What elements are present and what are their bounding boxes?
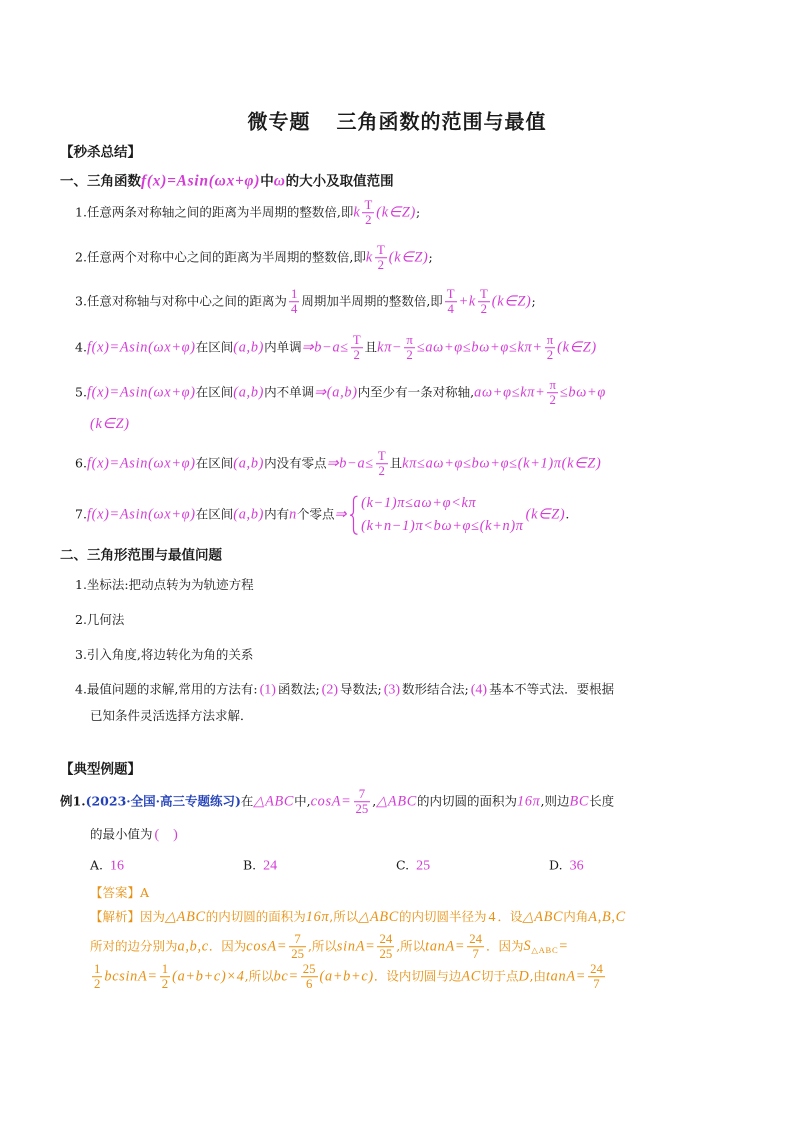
math-expression: △ABC [358,909,400,926]
math-expression: (k∈Z) [491,293,532,310]
math-expression: k [353,204,361,221]
text-run: 内不单调 [264,384,315,400]
fraction [445,287,457,317]
title-prefix: 微专题 [247,109,311,134]
fraction-numerator: T [364,198,373,213]
fraction-denominator: 4 [290,302,298,317]
triangle-method-4 [75,681,614,699]
text-run: D. [549,857,563,873]
fraction-numerator: T [377,449,386,464]
math-expression: aω+φ≤kπ+ [474,384,546,401]
text-run: 的内切圆的面积为 [416,793,517,809]
examples-label: 【典型例题】 [60,761,141,778]
math-number: 36 [569,858,584,874]
text-run: 所对的边分别为 [90,938,178,954]
fraction-numerator: π [546,333,554,348]
fraction [588,962,605,992]
math-expression: bc= [273,968,299,985]
triangle-method-1 [75,577,254,593]
fraction [351,333,363,363]
math-expression: (k∈Z) [557,339,597,356]
omega-rule-7 [75,492,569,538]
omega-rule-1 [75,198,420,228]
math-expression: ⇒ [334,506,348,523]
text-run: 一、三角函数 [60,173,141,190]
math-expression: bcsinA= [104,968,158,985]
math-expression: a,b,c [177,938,209,955]
fraction-denominator: 25 [291,947,304,962]
math-expression: D [518,968,530,985]
text-run: 1.任意两条对称轴之间的距离为半周期的整数倍,即 [75,204,354,220]
math-expression: (k∈Z) [525,506,566,523]
text-run: 导数法; [340,681,382,697]
math-number: 16 [110,858,125,874]
fraction-numerator: T [352,333,361,348]
math-number: (2) [321,682,338,698]
math-expression: k [365,249,373,266]
fraction-denominator: 25 [379,947,393,962]
fraction [404,333,414,363]
math-expression: f(x)=Asin(ωx+φ) [86,339,196,356]
fraction [289,287,299,317]
math-expression: kπ≤aω+φ≤bω+φ≤(k+1)π(k∈Z) [402,455,602,472]
fraction-denominator: 2 [377,258,385,273]
triangle-method-2 [75,612,124,628]
text-run: ．因为 [486,938,524,954]
fraction [467,932,484,962]
math-expression: (a,b) [233,455,265,472]
math-expression: tanA= [425,938,466,955]
text-run: 内角 [563,909,589,925]
math-expression: f(x)=Asin(ωx+φ) [86,384,196,401]
text-run: 在 [240,793,254,809]
text-run: 内没有零点 [264,455,327,471]
text-run: 在区间 [195,339,234,355]
option-a [90,857,126,875]
fraction-numerator: 24 [469,932,483,947]
math-expression: f(x)=Asin(ωx+φ) [86,506,196,523]
fraction [160,962,170,992]
fraction [301,962,318,992]
math-expression: f(x)=Asin(ωx+φ) [86,455,196,472]
math-expression: A,B,C [588,909,626,926]
math-expression: n [289,506,297,523]
text-run: 3.引入角度,将边转化为角的关系 [75,647,254,663]
text-run: 6. [75,455,87,471]
fraction-denominator: 2 [161,977,169,992]
text-run: ; [531,293,536,309]
text-run: 的内切圆的面积为 [205,909,306,925]
fraction [547,378,557,408]
math-expression: = [558,938,569,955]
math-expression: △ABC [253,793,295,810]
text-run: 基本不等式法．要根据 [489,681,615,697]
text-run: 的最小值为 [90,826,153,842]
math-expression: ⇒(a,b) [314,384,358,401]
text-run: 函数法; [277,681,320,697]
math-number: (1) [259,682,276,698]
fraction-numerator: π [406,333,413,348]
text-run: ．因为 [208,938,247,954]
fraction-numerator: 1 [290,287,298,302]
subscript: △ABC [531,945,559,956]
summary-heading-2 [60,548,222,565]
math-expression: (a+b+c)×4 [172,968,245,985]
math-expression: ≤aω+φ≤bω+φ≤kπ+ [416,339,543,356]
math-symbol: S [523,938,532,955]
math-expression: sinA= [336,938,376,955]
text-run: 内至少有一条对称轴, [357,384,475,400]
text-run: 长度 [589,793,615,809]
fraction-denominator: 2 [480,302,488,317]
text-run: ,所以 [329,909,359,925]
example-1-stem-cont [90,826,180,844]
text-run: . [565,506,570,522]
fraction [478,287,490,317]
fraction-numerator: π [549,378,556,393]
math-expression: △ABC [165,909,206,926]
math-expression: ω [273,172,286,190]
fraction-denominator: 2 [94,977,101,992]
text-run: , [372,793,377,809]
title-main: 三角函数的范围与最值 [336,109,547,134]
math-number: 24 [263,858,278,874]
text-run: 4. [75,339,87,355]
math-expression: cosA= [246,938,288,955]
case-row [361,515,524,538]
fraction [92,962,102,992]
text-run: 中, [294,793,311,809]
fraction-denominator: 7 [472,947,479,962]
text-run: 3.任意对称轴与对称中心之间的距离为 [75,293,287,309]
math-expression: f(x)=Asin(ωx+φ) [141,172,261,190]
text-run: ,则边 [540,793,570,809]
text-run: 内单调 [264,339,302,355]
text-run: 在区间 [195,384,234,400]
text-run: 中 [260,173,274,190]
math-expression: (k∈Z) [388,249,429,266]
text-run: 4.最值问题的求解,常用的方法有: [75,681,258,697]
text-run: 已知条件灵活选择方法求解． [90,708,253,724]
math-expression: AC [461,968,481,985]
math-expression: △ABC [376,793,417,810]
option-b [243,857,279,875]
fraction-denominator: 2 [378,464,385,479]
math-number: 4 [488,910,496,926]
omega-rule-5 [75,378,606,408]
math-number: (3) [383,682,401,698]
case-row [361,492,524,515]
analysis-line-1 [90,909,626,927]
text-run: 【解析】因为 [90,909,166,925]
triangle-method-4-cont [90,708,253,724]
math-expression: kπ− [377,339,403,356]
fraction-denominator: 2 [546,348,554,363]
omega-rule-5-cont [90,416,130,434]
math-expression: +k [458,293,476,310]
math-expression: (a,b) [233,506,265,523]
text-run: B. [243,857,257,873]
math-expression: 16π [517,793,541,810]
omega-rule-2 [75,243,433,273]
fraction-numerator: T [479,287,488,302]
fraction-numerator: T [376,243,385,258]
text-run: 二、三角形范围与最值问题 [60,547,222,564]
fraction-denominator: 2 [549,393,556,408]
text-run: ,所以 [307,938,337,954]
text-run: 2.几何法 [75,612,125,628]
math-with-subscript [524,939,559,955]
source-tag: (2023·全国·高三专题练习) [85,793,241,809]
omega-rule-4 [75,333,597,363]
page-title [0,106,794,135]
math-expression: (k∈Z) [376,204,416,221]
left-brace [349,495,359,535]
option-d [549,857,586,875]
analysis-line-2 [90,932,569,962]
analysis-line-3 [90,962,607,992]
omega-rule-3 [75,287,536,317]
text-run: 的大小及取值范围 [285,173,394,190]
math-expression: BC [569,793,590,810]
fraction [376,449,388,479]
text-run: ．设内切圆与边 [373,968,462,984]
fraction-denominator: 2 [365,213,372,228]
math-expression: ⇒b−a≤ [326,455,374,472]
text-run: 的内切圆半径为 [399,909,487,925]
text-run: ,所以 [244,968,274,984]
summary-heading-1 [60,171,394,190]
fraction [362,198,374,228]
text-run: 1.坐标法:把动点转为为轨迹方程 [75,577,254,593]
math-expression: tanA= [546,968,587,985]
math-expression: (k∈Z) [90,416,130,433]
text-run: 5. [75,384,87,400]
text-run: A. [90,857,104,873]
fraction [545,333,555,363]
math-expression: ⇒b−a≤ [301,339,349,356]
fraction-numerator: 1 [94,962,101,977]
math-expression: △ABC [522,909,564,926]
text-run: ,由 [529,968,547,984]
piecewise-system [349,492,524,538]
text-run: ．设 [497,909,523,925]
text-run: 且 [364,339,378,355]
fraction [375,243,387,273]
triangle-method-3 [75,647,253,663]
math-expression: (a,b) [233,384,265,401]
answer-line [90,885,149,901]
fraction [354,787,371,817]
fraction [377,932,394,962]
math-expression: (k+n−1)π<bω+φ≤(k+n)π [361,518,524,534]
text-run: 2.任意两个对称中心之间的距离为半周期的整数倍,即 [75,249,366,265]
math-expression: ≤bω+φ [559,384,606,401]
text-run: ,所以 [396,938,426,954]
example-1-stem [60,787,614,817]
fraction-denominator: 4 [447,302,454,317]
fraction-numerator: 7 [354,787,371,802]
math-number: ( ) [154,827,178,843]
math-expression: (k−1)π≤aω+φ<kπ [361,495,477,512]
text-run: 且 [389,455,403,471]
text-run: ; [428,249,433,265]
case-rows [361,492,524,538]
fraction-numerator: 24 [379,932,393,947]
text-run: 在区间 [195,506,234,522]
text-run: 【答案】A [90,885,150,901]
math-expression: cosA= [310,793,352,810]
math-expression: (a+b+c) [319,968,374,985]
fraction-denominator: 2 [353,348,360,363]
option-c [396,857,432,875]
text-run: 数形结合法; [402,681,469,697]
text-run: 周期加半周期的整数倍,即 [301,293,443,309]
math-expression: (a,b) [233,339,265,356]
omega-rule-6 [75,449,601,479]
fraction-denominator: 2 [406,348,413,363]
text-run: 在区间 [195,455,234,471]
fraction-numerator: T [446,287,455,302]
text-run: 内有 [264,506,290,522]
text-run: ; [415,204,421,220]
fraction-numerator: 1 [161,962,169,977]
math-number: (4) [470,682,488,698]
text-run: 切于点 [481,968,519,984]
summary-label: 【秒杀总结】 [60,144,141,161]
math-number: 25 [416,858,431,874]
fraction-numerator: 25 [302,962,316,977]
fraction [289,932,306,962]
text-run: 个零点 [296,506,335,522]
fraction-numerator: 7 [289,932,306,947]
fraction-numerator: 24 [590,962,603,977]
math-expression: 16π [305,909,330,926]
text-run: C. [396,857,410,873]
fraction-denominator: 7 [593,977,600,992]
text-run: 7. [75,506,87,522]
bold-label: 例1. [60,793,86,809]
fraction-denominator: 6 [305,977,313,992]
fraction-denominator: 25 [355,802,369,817]
